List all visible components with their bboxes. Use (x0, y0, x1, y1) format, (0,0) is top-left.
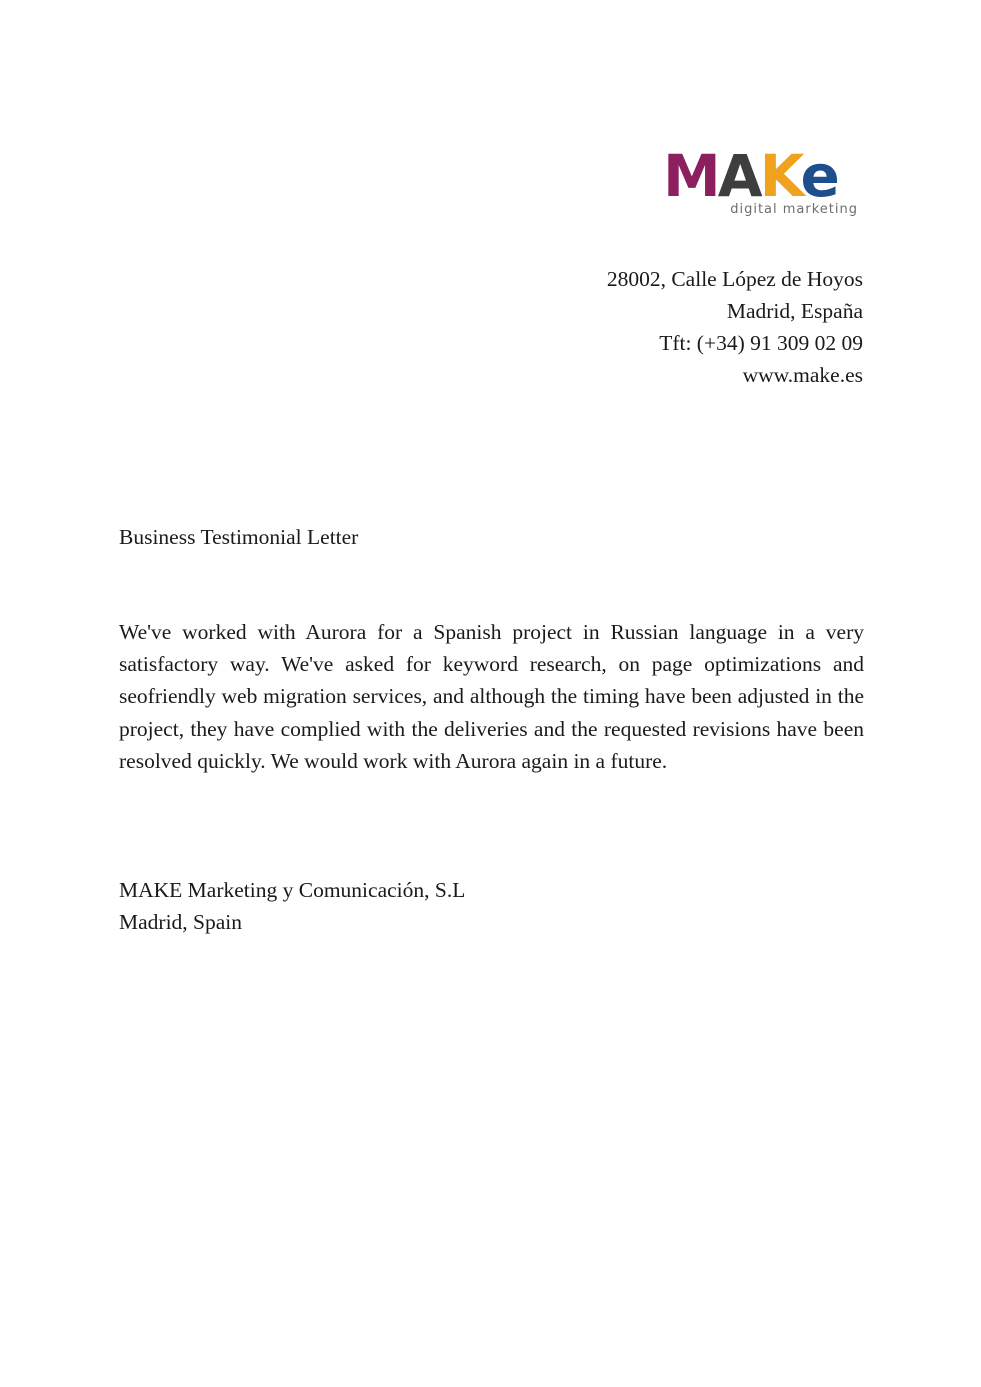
signature-company: MAKE Marketing y Comunicación, S.L (119, 878, 466, 902)
letter-body: We've worked with Aurora for a Spanish project in Russian language in a very satisfactory way. We've asked for keyword research, on page optimizations and seofriendly web migration services, and although the timing have been adjusted in the project, they have complied with the deliveries and the requested revisions have been resolved quickly. We would work with Aurora again in a future. (119, 620, 864, 773)
sender-address (607, 263, 863, 391)
company-logo (663, 146, 863, 218)
signature-block (119, 874, 465, 938)
logo-letter-a: A (717, 146, 760, 210)
logo-letter-k: K (759, 146, 801, 210)
address-website: www.make.es (742, 363, 863, 387)
logo-letter-e: e (800, 146, 837, 210)
logo-tagline: digital marketing (730, 202, 858, 217)
address-phone: Tft: (+34) 91 309 02 09 (659, 331, 863, 355)
make-logo-graphic (663, 146, 863, 218)
address-city: Madrid, España (726, 299, 863, 323)
letter-subject: Business Testimonial Letter (119, 525, 359, 549)
signature-location: Madrid, Spain (119, 910, 243, 934)
svg-text:MAKe (663, 146, 838, 210)
logo-letter-m: M (663, 146, 718, 210)
address-street: 28002, Calle López de Hoyos (606, 267, 863, 291)
